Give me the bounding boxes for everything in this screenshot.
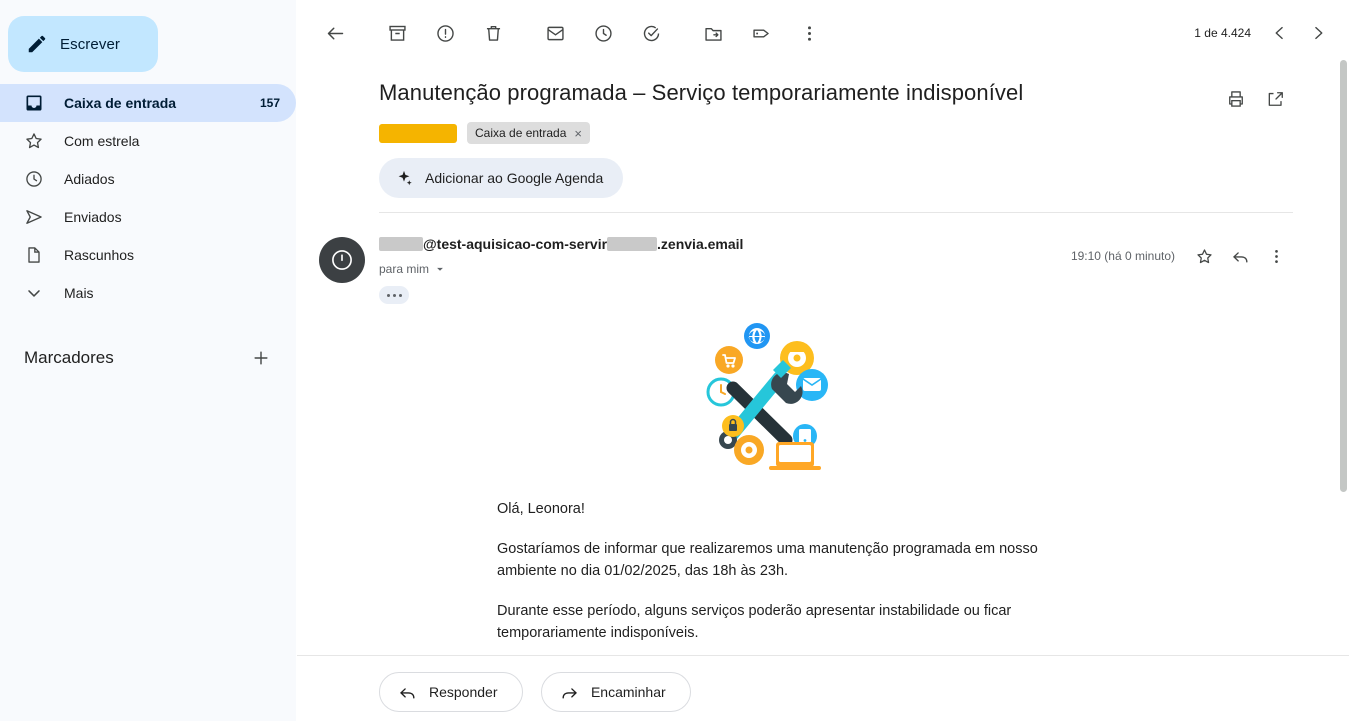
label-chips	[379, 122, 1293, 144]
subject-section	[297, 66, 1349, 217]
sidebar-item-label: Adiados	[64, 171, 115, 187]
inbox-icon	[24, 93, 44, 113]
forward-button[interactable]	[541, 672, 691, 712]
plus-icon[interactable]	[248, 345, 274, 371]
pager-counter: 1 de 4.424	[1194, 26, 1251, 40]
chip-inbox[interactable]	[467, 122, 590, 144]
chevron-right-icon[interactable]	[1299, 14, 1337, 52]
sender-block	[379, 233, 1057, 304]
sidebar-item-label: Caixa de entrada	[64, 95, 177, 111]
message-header	[319, 233, 1293, 304]
sender-domain-part1: @test-aquisicao-com-servir	[423, 236, 608, 252]
message-meta	[1071, 233, 1293, 273]
sidebar-item-starred[interactable]	[0, 122, 296, 160]
clock-icon	[24, 169, 44, 189]
sidebar	[0, 0, 296, 721]
trash-icon[interactable]	[473, 13, 513, 53]
subject-actions	[1219, 78, 1293, 116]
star-icon[interactable]	[1187, 239, 1221, 273]
sender-address[interactable]	[379, 233, 1057, 255]
archive-icon[interactable]	[377, 13, 417, 53]
sidebar-item-label: Mais	[64, 285, 94, 301]
sidebar-item-inbox[interactable]	[0, 84, 296, 122]
sidebar-item-label: Rascunhos	[64, 247, 135, 263]
compose-label: Escrever	[60, 35, 120, 53]
recipient-line[interactable]	[379, 262, 1057, 276]
sidebar-item-drafts[interactable]	[0, 236, 296, 274]
sidebar-item-more[interactable]	[0, 274, 296, 312]
avatar	[319, 237, 365, 283]
sidebar-item-label: Com estrela	[64, 133, 140, 149]
reply-arrow-icon	[398, 683, 417, 702]
redacted-sender-domain	[607, 237, 657, 251]
inbox-unread-count: 157	[259, 96, 280, 110]
message-actions-footer	[297, 655, 1349, 721]
message-pane	[296, 0, 1349, 721]
move-to-folder-icon[interactable]	[693, 13, 733, 53]
body-paragraph: Durante esse período, alguns serviços poderão apresentar instabilidade ou ficar temporariamente indisponíveis.	[497, 603, 1012, 641]
forward-arrow-icon	[560, 683, 579, 702]
sidebar-item-snoozed[interactable]	[0, 160, 296, 198]
maintenance-tools-illustration	[661, 318, 851, 478]
redacted-label-chip	[379, 124, 457, 143]
more-vertical-icon[interactable]	[1259, 239, 1293, 273]
reply-button-label: Responder	[429, 684, 498, 700]
chip-inbox-label: Caixa de entrada	[475, 126, 567, 140]
star-icon	[24, 131, 44, 151]
chevron-down-icon[interactable]	[433, 262, 447, 276]
chevron-down-icon	[24, 283, 44, 303]
printer-icon[interactable]	[1219, 82, 1253, 116]
message-toolbar	[297, 0, 1349, 66]
add-to-google-calendar-label: Adicionar ao Google Agenda	[425, 170, 604, 186]
labels-title: Marcadores	[24, 348, 114, 367]
sparkle-icon	[395, 169, 413, 187]
pencil-icon	[26, 33, 48, 55]
send-icon	[24, 207, 44, 227]
show-details-icon[interactable]	[379, 286, 409, 304]
sidebar-item-label: Enviados	[64, 209, 122, 225]
add-to-google-calendar-button[interactable]	[379, 158, 623, 198]
more-vertical-icon[interactable]	[789, 13, 829, 53]
body-paragraph: Gostaríamos de informar que realizaremos uma manutenção programada em nosso ambiente no dia 01/02/2025, das 18h às 23h.	[497, 541, 1038, 579]
message-timestamp: 19:10 (há 0 minuto)	[1070, 249, 1175, 263]
divider	[379, 212, 1293, 213]
recipient-label: para mim	[379, 262, 430, 276]
page-title: Manutenção programada – Serviço temporariamente indisponível	[379, 80, 1024, 105]
message-content	[319, 304, 1293, 644]
scrollbar[interactable]	[1339, 60, 1349, 721]
draft-icon	[24, 245, 44, 265]
sidebar-nav	[0, 84, 296, 312]
chevron-left-icon[interactable]	[1261, 14, 1299, 52]
mark-unread-icon[interactable]	[535, 13, 575, 53]
close-icon[interactable]: ×	[574, 125, 582, 141]
open-in-new-icon[interactable]	[1259, 82, 1293, 116]
labels-section-header	[0, 334, 296, 382]
label-tag-icon[interactable]	[741, 13, 781, 53]
message-body-container	[297, 217, 1349, 655]
back-arrow-icon[interactable]	[315, 13, 355, 53]
snooze-clock-icon[interactable]	[583, 13, 623, 53]
report-spam-icon[interactable]	[425, 13, 465, 53]
sidebar-item-sent[interactable]	[0, 198, 296, 236]
compose-button[interactable]	[8, 16, 158, 72]
reply-button[interactable]	[379, 672, 523, 712]
forward-button-label: Encaminhar	[590, 684, 666, 700]
reply-arrow-icon[interactable]	[1223, 239, 1257, 273]
body-paragraph: Olá, Leonora!	[497, 501, 585, 517]
sender-domain-part2: .zenvia.email	[657, 236, 744, 252]
scrollbar-thumb[interactable]	[1340, 60, 1347, 492]
redacted-sender-local	[379, 237, 423, 251]
add-to-tasks-icon[interactable]	[631, 13, 671, 53]
